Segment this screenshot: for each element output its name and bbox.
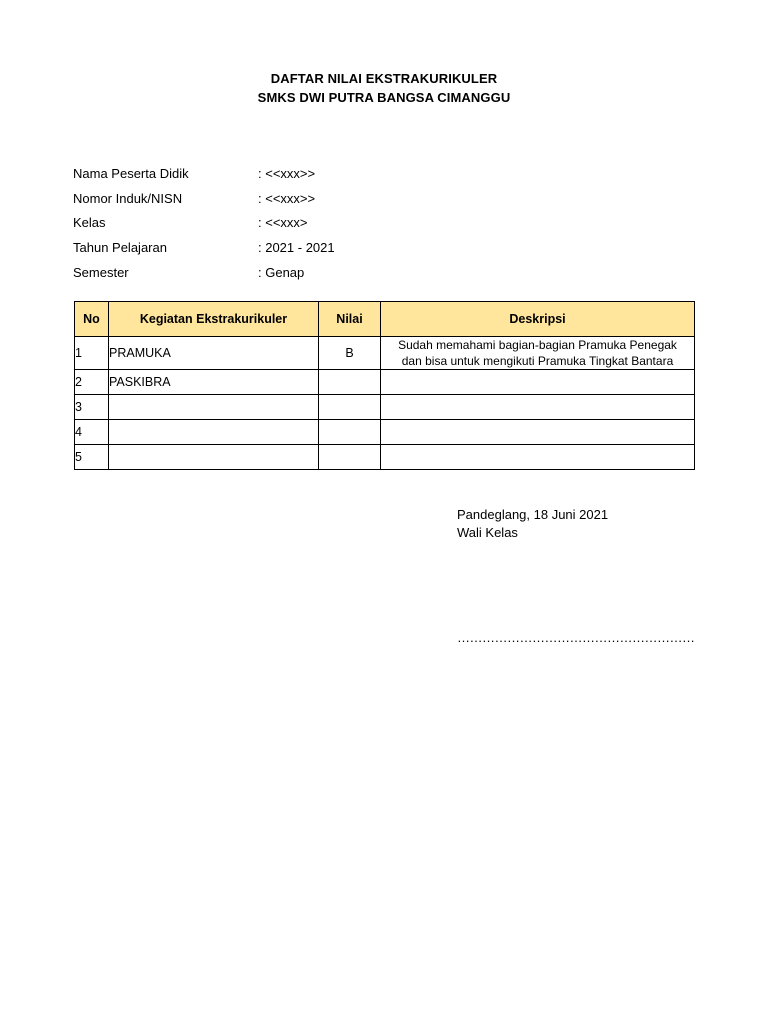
table-row (75, 370, 695, 395)
table-row (75, 420, 695, 445)
cell-kegiatan: PRAMUKA (109, 337, 319, 370)
cell-no: 1 (75, 337, 109, 370)
info-value: : 2021 - 2021 (258, 239, 335, 255)
cell-nilai (319, 420, 381, 445)
cell-deskripsi (381, 395, 695, 420)
cell-deskripsi (381, 370, 695, 395)
cell-nilai (319, 395, 381, 420)
cell-no: 2 (75, 370, 109, 395)
info-label: Nomor Induk/NISN (73, 190, 183, 206)
signature-line: ………………………………………………… (457, 630, 695, 645)
cell-no: 5 (75, 445, 109, 470)
grades-table (74, 301, 695, 470)
cell-no: 4 (75, 420, 109, 445)
table-row (75, 445, 695, 470)
cell-nilai (319, 445, 381, 470)
info-value: : <<xxx> (258, 215, 308, 231)
info-row-semester (73, 260, 335, 285)
deskripsi-line: dan bisa untuk mengikuti Pramuka Tingkat Bantara (401, 354, 674, 368)
header-no: No (75, 302, 109, 337)
cell-nilai (319, 370, 381, 395)
cell-deskripsi (381, 445, 695, 470)
info-row-nama (73, 161, 335, 186)
cell-nilai: B (319, 337, 381, 370)
info-row-tahun (73, 235, 335, 260)
info-value: : Genap (258, 264, 305, 280)
table-row (75, 337, 695, 370)
header-kegiatan: Kegiatan Ekstrakurikuler (109, 302, 319, 337)
info-label: Tahun Pelajaran (73, 239, 167, 255)
cell-kegiatan: PASKIBRA (109, 370, 319, 395)
info-label: Semester (73, 264, 129, 280)
school-name: SMKS DWI PUTRA BANGSA CIMANGGU (257, 90, 511, 105)
info-row-nisn (73, 186, 335, 211)
signature-place-date: Pandeglang, 18 Juni 2021 (457, 507, 609, 522)
info-label: Kelas (73, 215, 106, 231)
cell-deskripsi (381, 337, 695, 370)
info-value: : <<xxx>> (258, 165, 316, 181)
info-row-kelas (73, 210, 335, 235)
info-value: : <<xxx>> (258, 190, 316, 206)
header-deskripsi: Deskripsi (381, 302, 695, 337)
cell-deskripsi (381, 420, 695, 445)
table-row (75, 395, 695, 420)
cell-kegiatan (109, 445, 319, 470)
header-nilai: Nilai (319, 302, 381, 337)
student-info (73, 161, 335, 284)
signature-role: Wali Kelas (457, 525, 518, 540)
deskripsi-line: Sudah memahami bagian-bagian Pramuka Penegak (398, 338, 677, 352)
document-title: DAFTAR NILAI EKSTRAKURIKULER (270, 71, 498, 86)
table-header-row (75, 302, 695, 337)
cell-kegiatan (109, 395, 319, 420)
info-label: Nama Peserta Didik (73, 165, 189, 181)
cell-kegiatan (109, 420, 319, 445)
cell-no: 3 (75, 395, 109, 420)
